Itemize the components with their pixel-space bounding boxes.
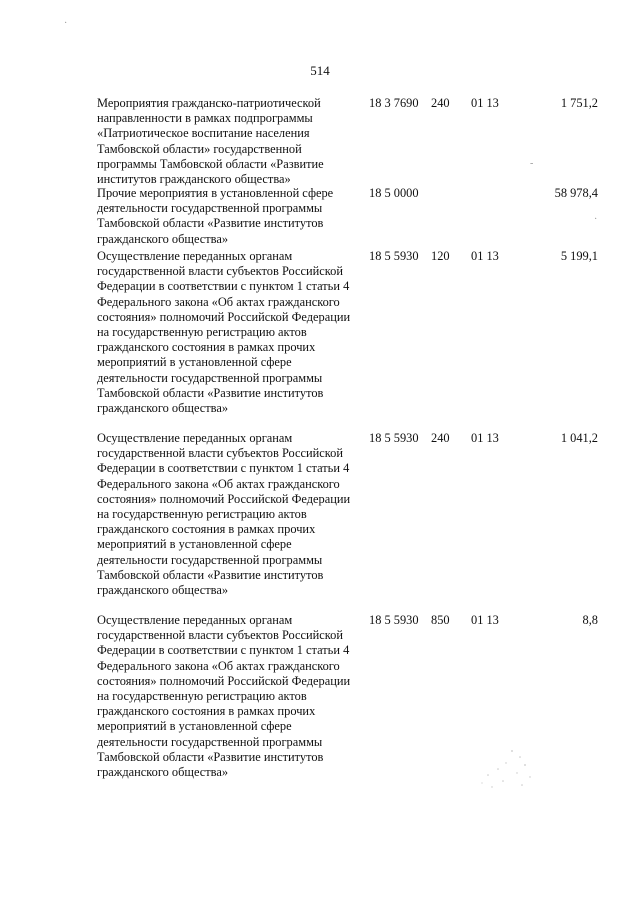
row-amount: 1 041,2: [560, 431, 598, 445]
row-description: Осуществление переданных органам государственной власти субъектов Российской Федерации в соответствии с пунктом 1 статьи 4 Федерального закона «Об актах гражданского состояния» полномочий Российской Федерации на государственную регистрацию актов гражданского состояния в рамках прочих мероприятий в установленной сфере деятельности государственной программы Тамбовской области «Развитие институтов гражданского общества»: [97, 431, 351, 598]
row-section: 01 13: [471, 249, 499, 263]
page-number: 514: [310, 63, 330, 78]
row-expense-type: 240: [431, 431, 450, 445]
row-expense-type: 850: [431, 613, 450, 627]
row-description: Мероприятия гражданско-патриотической направленности в рамках подпрограммы «Патриотическое воспитание населения Тамбовской области» государственной программы Тамбовской области «Развитие институтов гражданского общества»: [97, 96, 324, 187]
row-code: 18 5 0000: [369, 186, 419, 200]
scan-speck: -: [530, 158, 534, 169]
scan-speck: ·: [594, 214, 598, 225]
row-section: 01 13: [471, 613, 499, 627]
row-section: 01 13: [471, 431, 499, 445]
row-expense-type: 240: [431, 96, 450, 110]
scan-speck: ·: [64, 18, 68, 29]
row-code: 18 5 5930: [369, 431, 419, 445]
row-description: Осуществление переданных органам государственной власти субъектов Российской Федерации в соответствии с пунктом 1 статьи 4 Федерального закона «Об актах гражданского состояния» полномочий Российской Федерации на государственную регистрацию актов гражданского состояния в рамках прочих мероприятий в установленной сфере деятельности государственной программы Тамбовской области «Развитие институтов гражданского общества»: [97, 249, 351, 416]
table-row: [0, 96, 640, 186]
row-description: Осуществление переданных органам государственной власти субъектов Российской Федерации в соответствии с пунктом 1 статьи 4 Федерального закона «Об актах гражданского состояния» полномочий Российской Федерации на государственную регистрацию актов гражданского состояния в рамках прочих мероприятий в установленной сфере деятельности государственной программы Тамбовской области «Развитие институтов гражданского общества»: [97, 613, 351, 780]
row-code: 18 5 5930: [369, 613, 419, 627]
budget-table: [0, 96, 640, 795]
row-code: 18 5 5930: [369, 249, 419, 263]
table-row: [0, 613, 640, 795]
row-code: 18 3 7690: [369, 96, 419, 110]
row-description: Прочие мероприятия в установленной сфере деятельности государственной программы Тамбовской области «Развитие институтов гражданского общества»: [97, 186, 334, 246]
table-row: [0, 186, 640, 249]
row-amount: 8,8: [582, 613, 598, 627]
row-section: 01 13: [471, 96, 499, 110]
row-amount: 5 199,1: [560, 249, 598, 263]
row-amount: 1 751,2: [560, 96, 598, 110]
scan-noise: [470, 745, 540, 795]
row-amount: 58 978,4: [554, 186, 598, 200]
table-row: [0, 431, 640, 613]
table-row: [0, 249, 640, 431]
row-expense-type: 120: [431, 249, 450, 263]
